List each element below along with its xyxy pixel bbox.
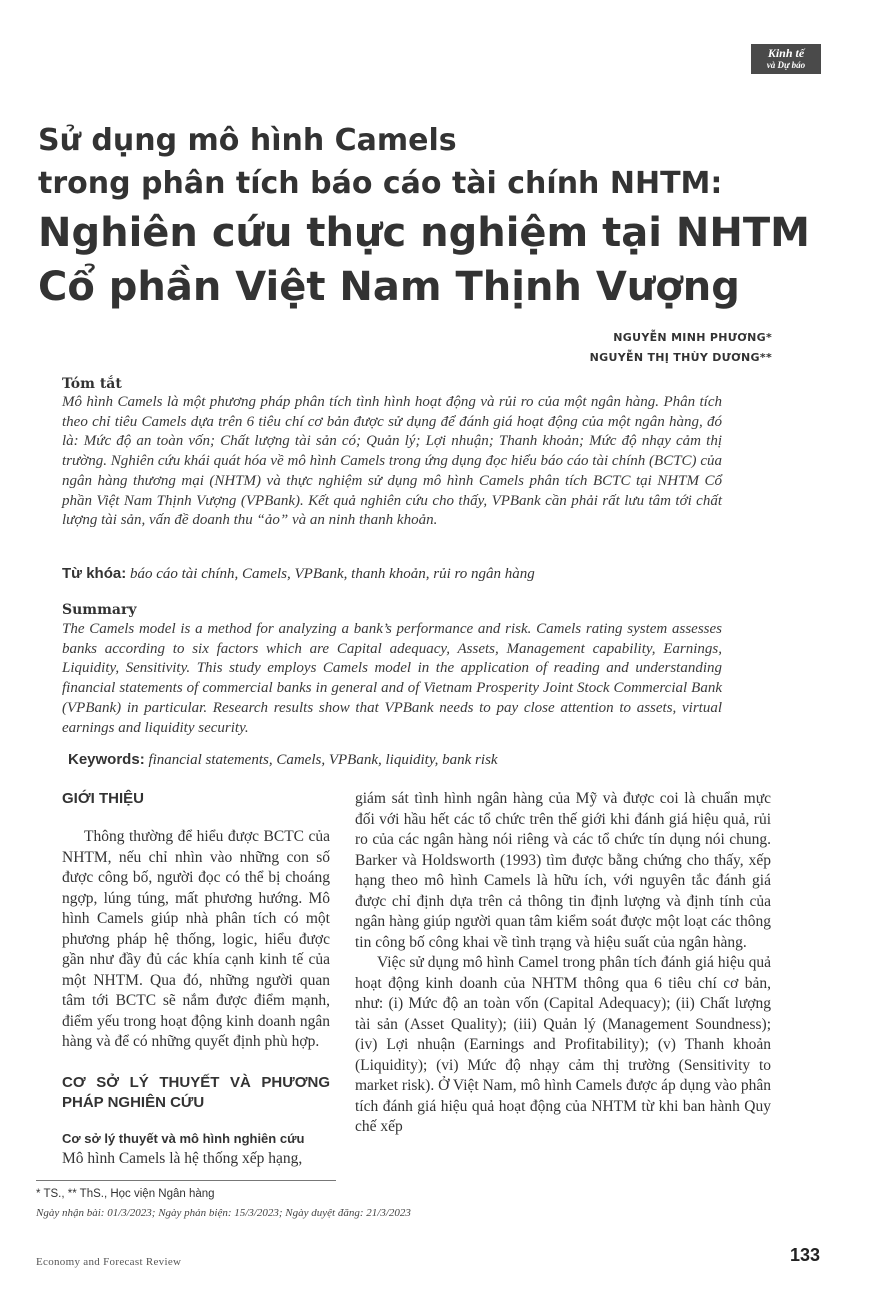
title-line-1: Sử dụng mô hình Camels bbox=[38, 123, 457, 158]
right-paragraph-2: Việc sử dụng mô hình Camel trong phân tích đánh giá hiệu quả hoạt động kinh doanh của NHTM thông qua 6 tiêu chí cơ bản, như: (i) Mức độ an toàn vốn (Capital Adequacy); (ii) Chất lượng tài sản (Asset Quality); (iii) Quản lý (Management Soundness); (iv) Lợi nhuận (Earnings and Profitability); (v) Thanh khoản (Liquidity); (vi) Mức độ nhạy cảm thị trường (Sensitivity to market risk). Ở Việt Nam, mô hình Camels được áp dụng vào phân tích đánh giá hiệu quả hoạt động của NHTM từ khi ban hành Quy chế xếp bbox=[355, 954, 771, 1135]
section-tag-line1: Kinh tế bbox=[767, 46, 805, 60]
right-column bbox=[355, 789, 771, 1138]
section-tag-line2: và Dự báo bbox=[766, 60, 806, 70]
title-line-3: Nghiên cứu thực nghiệm tại NHTM bbox=[38, 210, 810, 256]
theory-subheading: Cơ sở lý thuyết và mô hình nghiên cứu bbox=[62, 1130, 305, 1146]
theory-heading: CƠ SỞ LÝ THUYẾT VÀ PHƯƠNG PHÁP NGHIÊN CỨU bbox=[62, 1073, 330, 1111]
keywords-vi bbox=[62, 565, 535, 583]
keywords-en-list: financial statements, Camels, VPBank, liquidity, bank risk bbox=[148, 752, 498, 768]
footnote-dates: Ngày nhận bài: 01/3/2023; Ngày phản biện: 15/3/2023; Ngày duyệt đăng: 21/3/2023 bbox=[36, 1207, 411, 1219]
abstract-vi-text: Mô hình Camels là một phương pháp phân tích tình hình hoạt động và rủi ro của một ngân hàng. Phân tích theo chỉ tiêu Camels dựa trên 6 tiêu chí cơ bản được sử dụng để đánh giá hoạt động của một ngân hàng, đó là: Mức độ an toàn vốn; Chất lượng tài sản có; Quản lý; Lợi nhuận; Thanh khoản; Mức độ nhạy cảm thị trường. Nghiên cứu khái quát hóa về mô hình Camels trong ứng dụng đọc hiểu báo cáo tài chính (BCTC) của ngân hàng thương mại (NHTM) và thực nghiệm sử dụng mô hình Camels phân tích BCTC tại NHTM Cổ phần Việt Nam Thịnh Vượng (VPBank). Kết quả nghiên cứu cho thấy, VPBank cần phải rất lưu tâm tới chất lượng tài sản, vấn đề doanh thu “ảo” và an ninh thanh khoản. bbox=[62, 394, 722, 529]
keywords-en bbox=[68, 751, 498, 769]
section-tag bbox=[751, 44, 821, 74]
left-column bbox=[62, 789, 330, 1169]
footnote-rule bbox=[36, 1180, 336, 1181]
page-number: 133 bbox=[790, 1245, 821, 1265]
intro-heading: GIỚI THIỆU bbox=[62, 790, 144, 807]
abstract-en-text: The Camels model is a method for analyzing a bank’s performance and risk. Camels rating system assesses banks according to six factors which are Capital adequacy, Assets, Management capability, Earnings, Liquidity, Sensitivity. This study employs Camels model in the application of reading and understanding financial statements of commercial banks in general and of Vietnam Prosperity Joint Stock Commercial Bank (VPBank) in particular. Research results show that VPBank needs to pay close attention to assets, virtual earnings and liquidity security. bbox=[62, 621, 722, 736]
abstract-en-heading: Summary bbox=[62, 602, 137, 618]
author-2: NGUYỄN THỊ THÙY DƯƠNG** bbox=[589, 351, 772, 364]
keywords-vi-label: Từ khóa: bbox=[62, 565, 127, 582]
author-1: NGUYỄN MINH PHƯƠNG* bbox=[613, 331, 772, 344]
title-line-4: Cổ phần Việt Nam Thịnh Vượng bbox=[38, 264, 740, 310]
authors bbox=[590, 328, 772, 368]
keywords-vi-list: báo cáo tài chính, Camels, VPBank, thanh khoản, rủi ro ngân hàng bbox=[129, 566, 535, 582]
right-paragraph-1: giám sát tình hình ngân hàng của Mỹ và được coi là chuẩn mực đối với hầu hết các tổ chức trên thế giới khi đánh giá hiệu quả, rủi ro của các ngân hàng nói riêng và các tổ chức tín dụng nói chung. Barker và Holdsworth (1993) tìm được bằng chứng cho thấy, xếp hạng theo mô hình Camels là hữu ích, với nguyên tắc đánh giá được chỉ định dựa trên cả thông tin định lượng và định tính của ngân hàng giúp người quan tâm kiểm soát được một loạt các thông tin công bố công khai về tình trạng và hiệu suất của ngân hàng. bbox=[355, 790, 771, 951]
title-line-2: trong phân tích báo cáo tài chính NHTM: bbox=[38, 166, 723, 201]
footnote-affiliation: * TS., ** ThS., Học viện Ngân hàng bbox=[36, 1188, 215, 1200]
journal-name: Economy and Forecast Review bbox=[36, 1256, 182, 1268]
theory-paragraph: Mô hình Camels là hệ thống xếp hạng, bbox=[62, 1149, 303, 1167]
article-title bbox=[38, 120, 858, 314]
keywords-en-label: Keywords: bbox=[68, 751, 145, 768]
abstract-vi-heading: Tóm tắt bbox=[62, 376, 122, 392]
intro-paragraph: Thông thường để hiểu được BCTC của NHTM, nếu chỉ nhìn vào những con số được công bố, người đọc có thể bị choáng ngợp, lúng túng, mất phương hướng. Mô hình Camels giúp nhà phân tích có một phương pháp hệ thống, logic, hiểu được gần như đầy đủ các khía cạnh kinh tế của một NHTM. Qua đó, những người quan tâm tới BCTC sẽ nắm được điểm mạnh, điểm yếu trong hoạt động kinh doanh ngân hàng và để có những quyết định phù hợp. bbox=[62, 828, 330, 1050]
